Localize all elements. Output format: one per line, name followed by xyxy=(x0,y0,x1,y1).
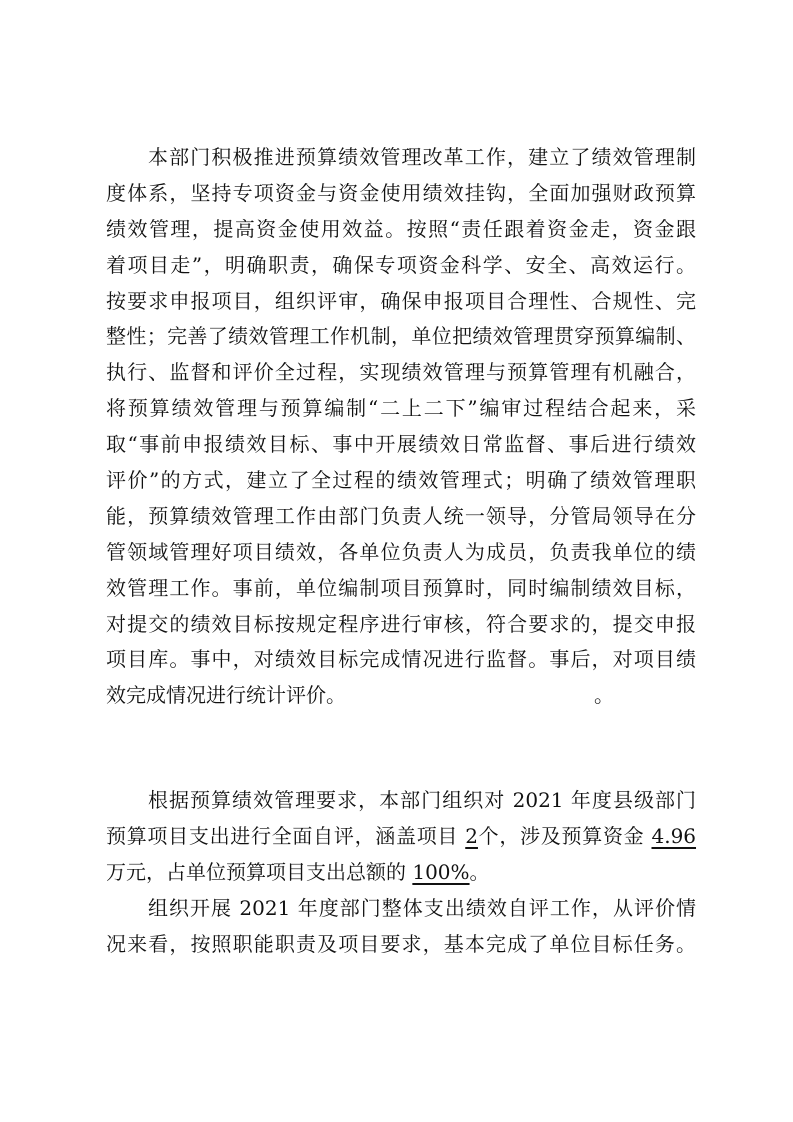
text-line: 项目库。事中，对绩效目标完成情况进行监督。事后，对项目绩 xyxy=(106,647,696,672)
paragraph-self-evaluation-scope xyxy=(106,783,696,891)
line-segment: 个，涉及预算资金 xyxy=(477,823,652,848)
line-segment: 万元，占单位预算项目支出总额的 xyxy=(106,859,413,884)
text-line-last xyxy=(106,678,696,714)
text-line: 执行、监督和评价全过程，实现绩效管理与预算管理有机融合， xyxy=(106,360,696,385)
project-count: 2 xyxy=(465,823,478,848)
text-line: 度体系，坚持专项资金与资金使用绩效挂钩，全面加强财政预算 xyxy=(106,180,696,205)
text-line: 管领域管理好项目绩效，各单位负责人为成员，负责我单位的绩 xyxy=(106,539,696,564)
text-line: 评价”的方式，建立了全过程的绩效管理式；明确了绩效管理职 xyxy=(106,468,696,493)
text-line: 根据预算绩效管理要求，本部门组织对 2021 年度县级部门 xyxy=(148,788,696,812)
last-line-text: 效完成情况进行统计评价。 xyxy=(106,683,346,708)
paragraph-performance-management xyxy=(106,140,696,714)
text-line: 效管理工作。事前，单位编制项目预算时，同时编制绩效目标， xyxy=(106,575,696,600)
text-line xyxy=(106,819,696,855)
line-segment: 。 xyxy=(469,859,490,884)
text-line: 着项目走”，明确职责，确保专项资金科学、安全、高效运行。 xyxy=(106,252,696,277)
text-line: 整性；完善了绩效管理工作机制，单位把绩效管理贯穿预算编制、 xyxy=(106,324,696,349)
trailing-period: 。 xyxy=(594,683,614,708)
text-line: 按要求申报项目，组织评审，确保申报项目合理性、合规性、完 xyxy=(106,288,696,313)
text-line: 况来看，按照职能职责及项目要求，基本完成了单位目标任务。 xyxy=(106,931,696,956)
text-line xyxy=(106,855,696,891)
text-line: 绩效管理，提高资金使用效益。按照“责任跟着资金走，资金跟 xyxy=(106,216,696,241)
text-line: 能，预算绩效管理工作由部门负责人统一领导，分管局领导在分 xyxy=(106,503,696,528)
text-line: 将预算绩效管理与预算编制“二上二下”编审过程结合起来，采 xyxy=(106,396,696,421)
paragraph-evaluation-conclusion xyxy=(106,891,696,963)
budget-amount: 4.96 xyxy=(651,823,697,848)
text-line: 组织开展 2021 年度部门整体支出绩效自评工作，从评价情 xyxy=(148,896,696,920)
text-line: 本部门积极推进预算绩效管理改革工作，建立了绩效管理制 xyxy=(148,145,696,169)
line-segment: 预算项目支出进行全面自评，涵盖项目 xyxy=(106,823,466,848)
text-line: 取“事前申报绩效目标、事中开展绩效日常监督、事后进行绩效 xyxy=(106,432,696,457)
percentage-value: 100% xyxy=(412,859,470,884)
text-line: 对提交的绩效目标按规定程序进行审核，符合要求的，提交申报 xyxy=(106,611,696,636)
